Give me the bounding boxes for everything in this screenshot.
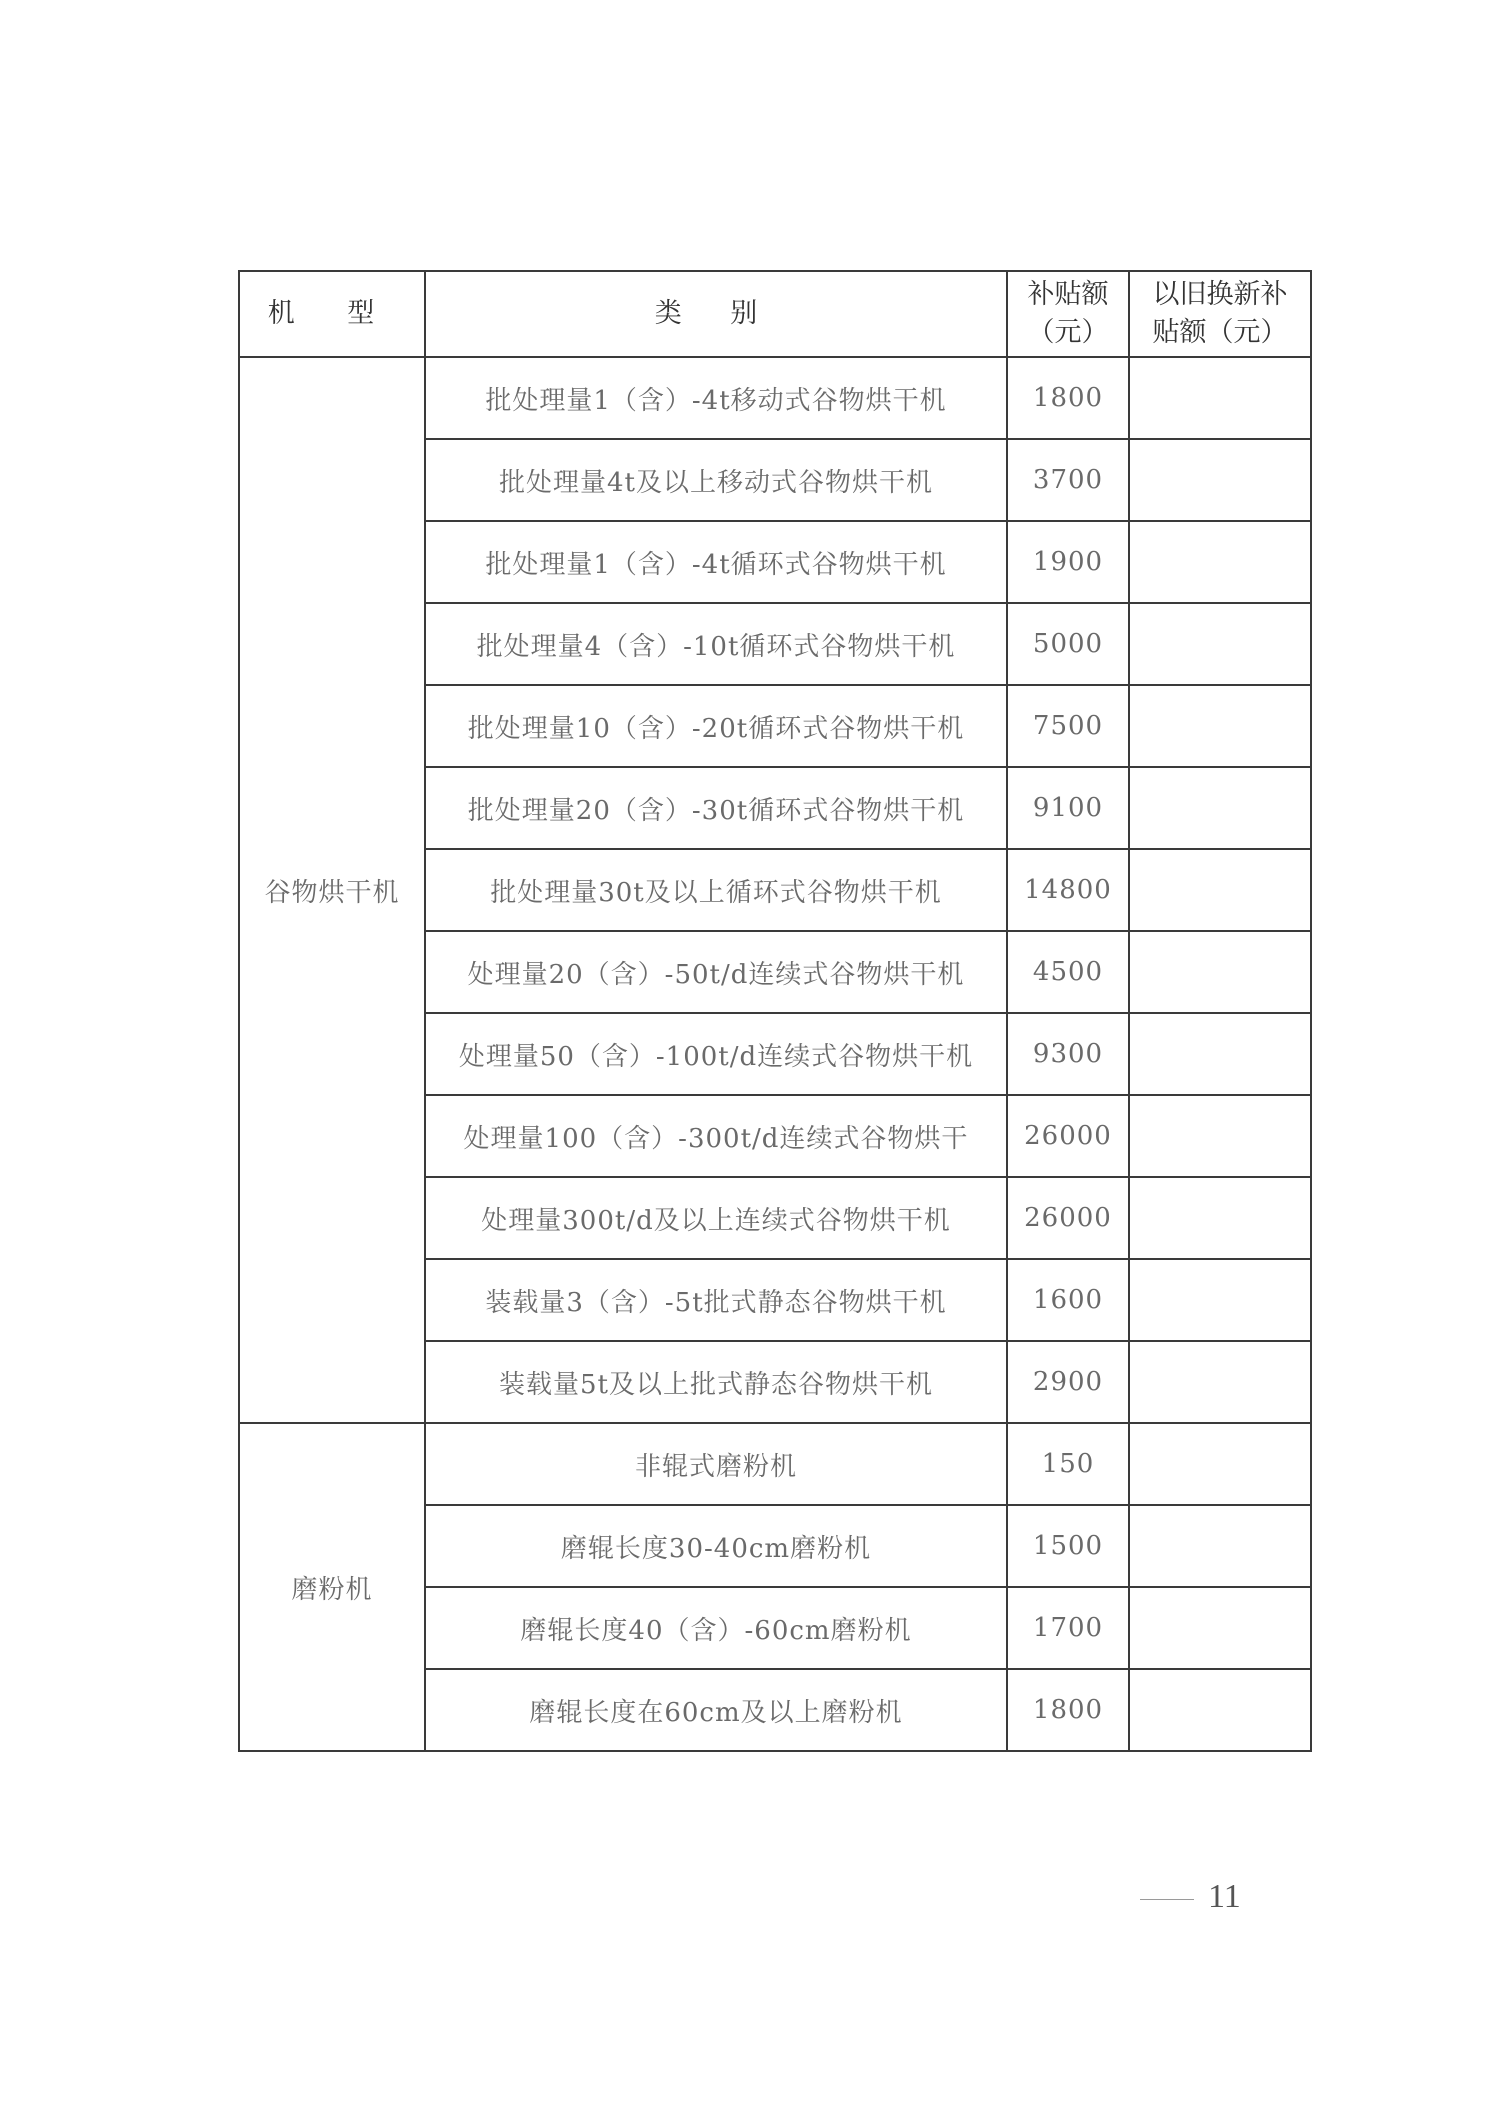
tradein-amount-cell — [1129, 1505, 1311, 1587]
category-cell: 装载量3（含）-5t批式静态谷物烘干机 — [425, 1259, 1007, 1341]
tradein-amount-cell — [1129, 1669, 1311, 1751]
tradein-amount-cell — [1129, 1095, 1311, 1177]
subsidy-amount-cell: 9300 — [1007, 1013, 1129, 1095]
header-category: 类 别 — [425, 271, 1007, 357]
tradein-amount-cell — [1129, 767, 1311, 849]
tradein-amount-cell — [1129, 1423, 1311, 1505]
subsidy-amount-cell: 4500 — [1007, 931, 1129, 1013]
subsidy-amount-cell: 1700 — [1007, 1587, 1129, 1669]
subsidy-amount-cell: 150 — [1007, 1423, 1129, 1505]
category-cell: 磨辊长度在60cm及以上磨粉机 — [425, 1669, 1007, 1751]
subsidy-amount-cell: 3700 — [1007, 439, 1129, 521]
category-cell: 磨辊长度30-40cm磨粉机 — [425, 1505, 1007, 1587]
tradein-amount-cell — [1129, 1177, 1311, 1259]
category-cell: 批处理量1（含）-4t移动式谷物烘干机 — [425, 357, 1007, 439]
subsidy-amount-cell: 5000 — [1007, 603, 1129, 685]
tradein-amount-cell — [1129, 849, 1311, 931]
category-cell: 批处理量4t及以上移动式谷物烘干机 — [425, 439, 1007, 521]
machine-type-cell: 谷物烘干机 — [239, 357, 425, 1423]
header-subsidy: 补贴额 （元） — [1007, 271, 1129, 357]
tradein-amount-cell — [1129, 1259, 1311, 1341]
table-row — [239, 357, 1311, 439]
category-cell: 处理量20（含）-50t/d连续式谷物烘干机 — [425, 931, 1007, 1013]
category-cell: 批处理量20（含）-30t循环式谷物烘干机 — [425, 767, 1007, 849]
subsidy-table — [238, 270, 1312, 1752]
category-cell: 装载量5t及以上批式静态谷物烘干机 — [425, 1341, 1007, 1423]
page-number: 11 — [1140, 1878, 1241, 1916]
machine-type-cell: 磨粉机 — [239, 1423, 425, 1751]
category-cell: 批处理量10（含）-20t循环式谷物烘干机 — [425, 685, 1007, 767]
table-body — [239, 357, 1311, 1751]
table-header-row — [239, 271, 1311, 357]
subsidy-amount-cell: 26000 — [1007, 1177, 1129, 1259]
tradein-amount-cell — [1129, 1341, 1311, 1423]
category-cell: 处理量100（含）-300t/d连续式谷物烘干 — [425, 1095, 1007, 1177]
subsidy-amount-cell: 14800 — [1007, 849, 1129, 931]
subsidy-amount-cell: 1900 — [1007, 521, 1129, 603]
subsidy-amount-cell: 26000 — [1007, 1095, 1129, 1177]
category-cell: 批处理量4（含）-10t循环式谷物烘干机 — [425, 603, 1007, 685]
tradein-amount-cell — [1129, 603, 1311, 685]
header-model: 机 型 — [239, 271, 425, 357]
category-cell: 处理量300t/d及以上连续式谷物烘干机 — [425, 1177, 1007, 1259]
subsidy-amount-cell: 1800 — [1007, 1669, 1129, 1751]
subsidy-amount-cell: 7500 — [1007, 685, 1129, 767]
category-cell: 批处理量30t及以上循环式谷物烘干机 — [425, 849, 1007, 931]
category-cell: 处理量50（含）-100t/d连续式谷物烘干机 — [425, 1013, 1007, 1095]
tradein-amount-cell — [1129, 521, 1311, 603]
page-number-dash — [1140, 1899, 1194, 1900]
category-cell: 非辊式磨粉机 — [425, 1423, 1007, 1505]
tradein-amount-cell — [1129, 685, 1311, 767]
subsidy-amount-cell: 9100 — [1007, 767, 1129, 849]
tradein-amount-cell — [1129, 1013, 1311, 1095]
subsidy-amount-cell: 1800 — [1007, 357, 1129, 439]
tradein-amount-cell — [1129, 439, 1311, 521]
tradein-amount-cell — [1129, 931, 1311, 1013]
category-cell: 批处理量1（含）-4t循环式谷物烘干机 — [425, 521, 1007, 603]
subsidy-amount-cell: 2900 — [1007, 1341, 1129, 1423]
subsidy-amount-cell: 1500 — [1007, 1505, 1129, 1587]
subsidy-amount-cell: 1600 — [1007, 1259, 1129, 1341]
tradein-amount-cell — [1129, 1587, 1311, 1669]
tradein-amount-cell — [1129, 357, 1311, 439]
category-cell: 磨辊长度40（含）-60cm磨粉机 — [425, 1587, 1007, 1669]
table-row — [239, 1423, 1311, 1505]
header-tradein: 以旧换新补 贴额（元） — [1129, 271, 1311, 357]
